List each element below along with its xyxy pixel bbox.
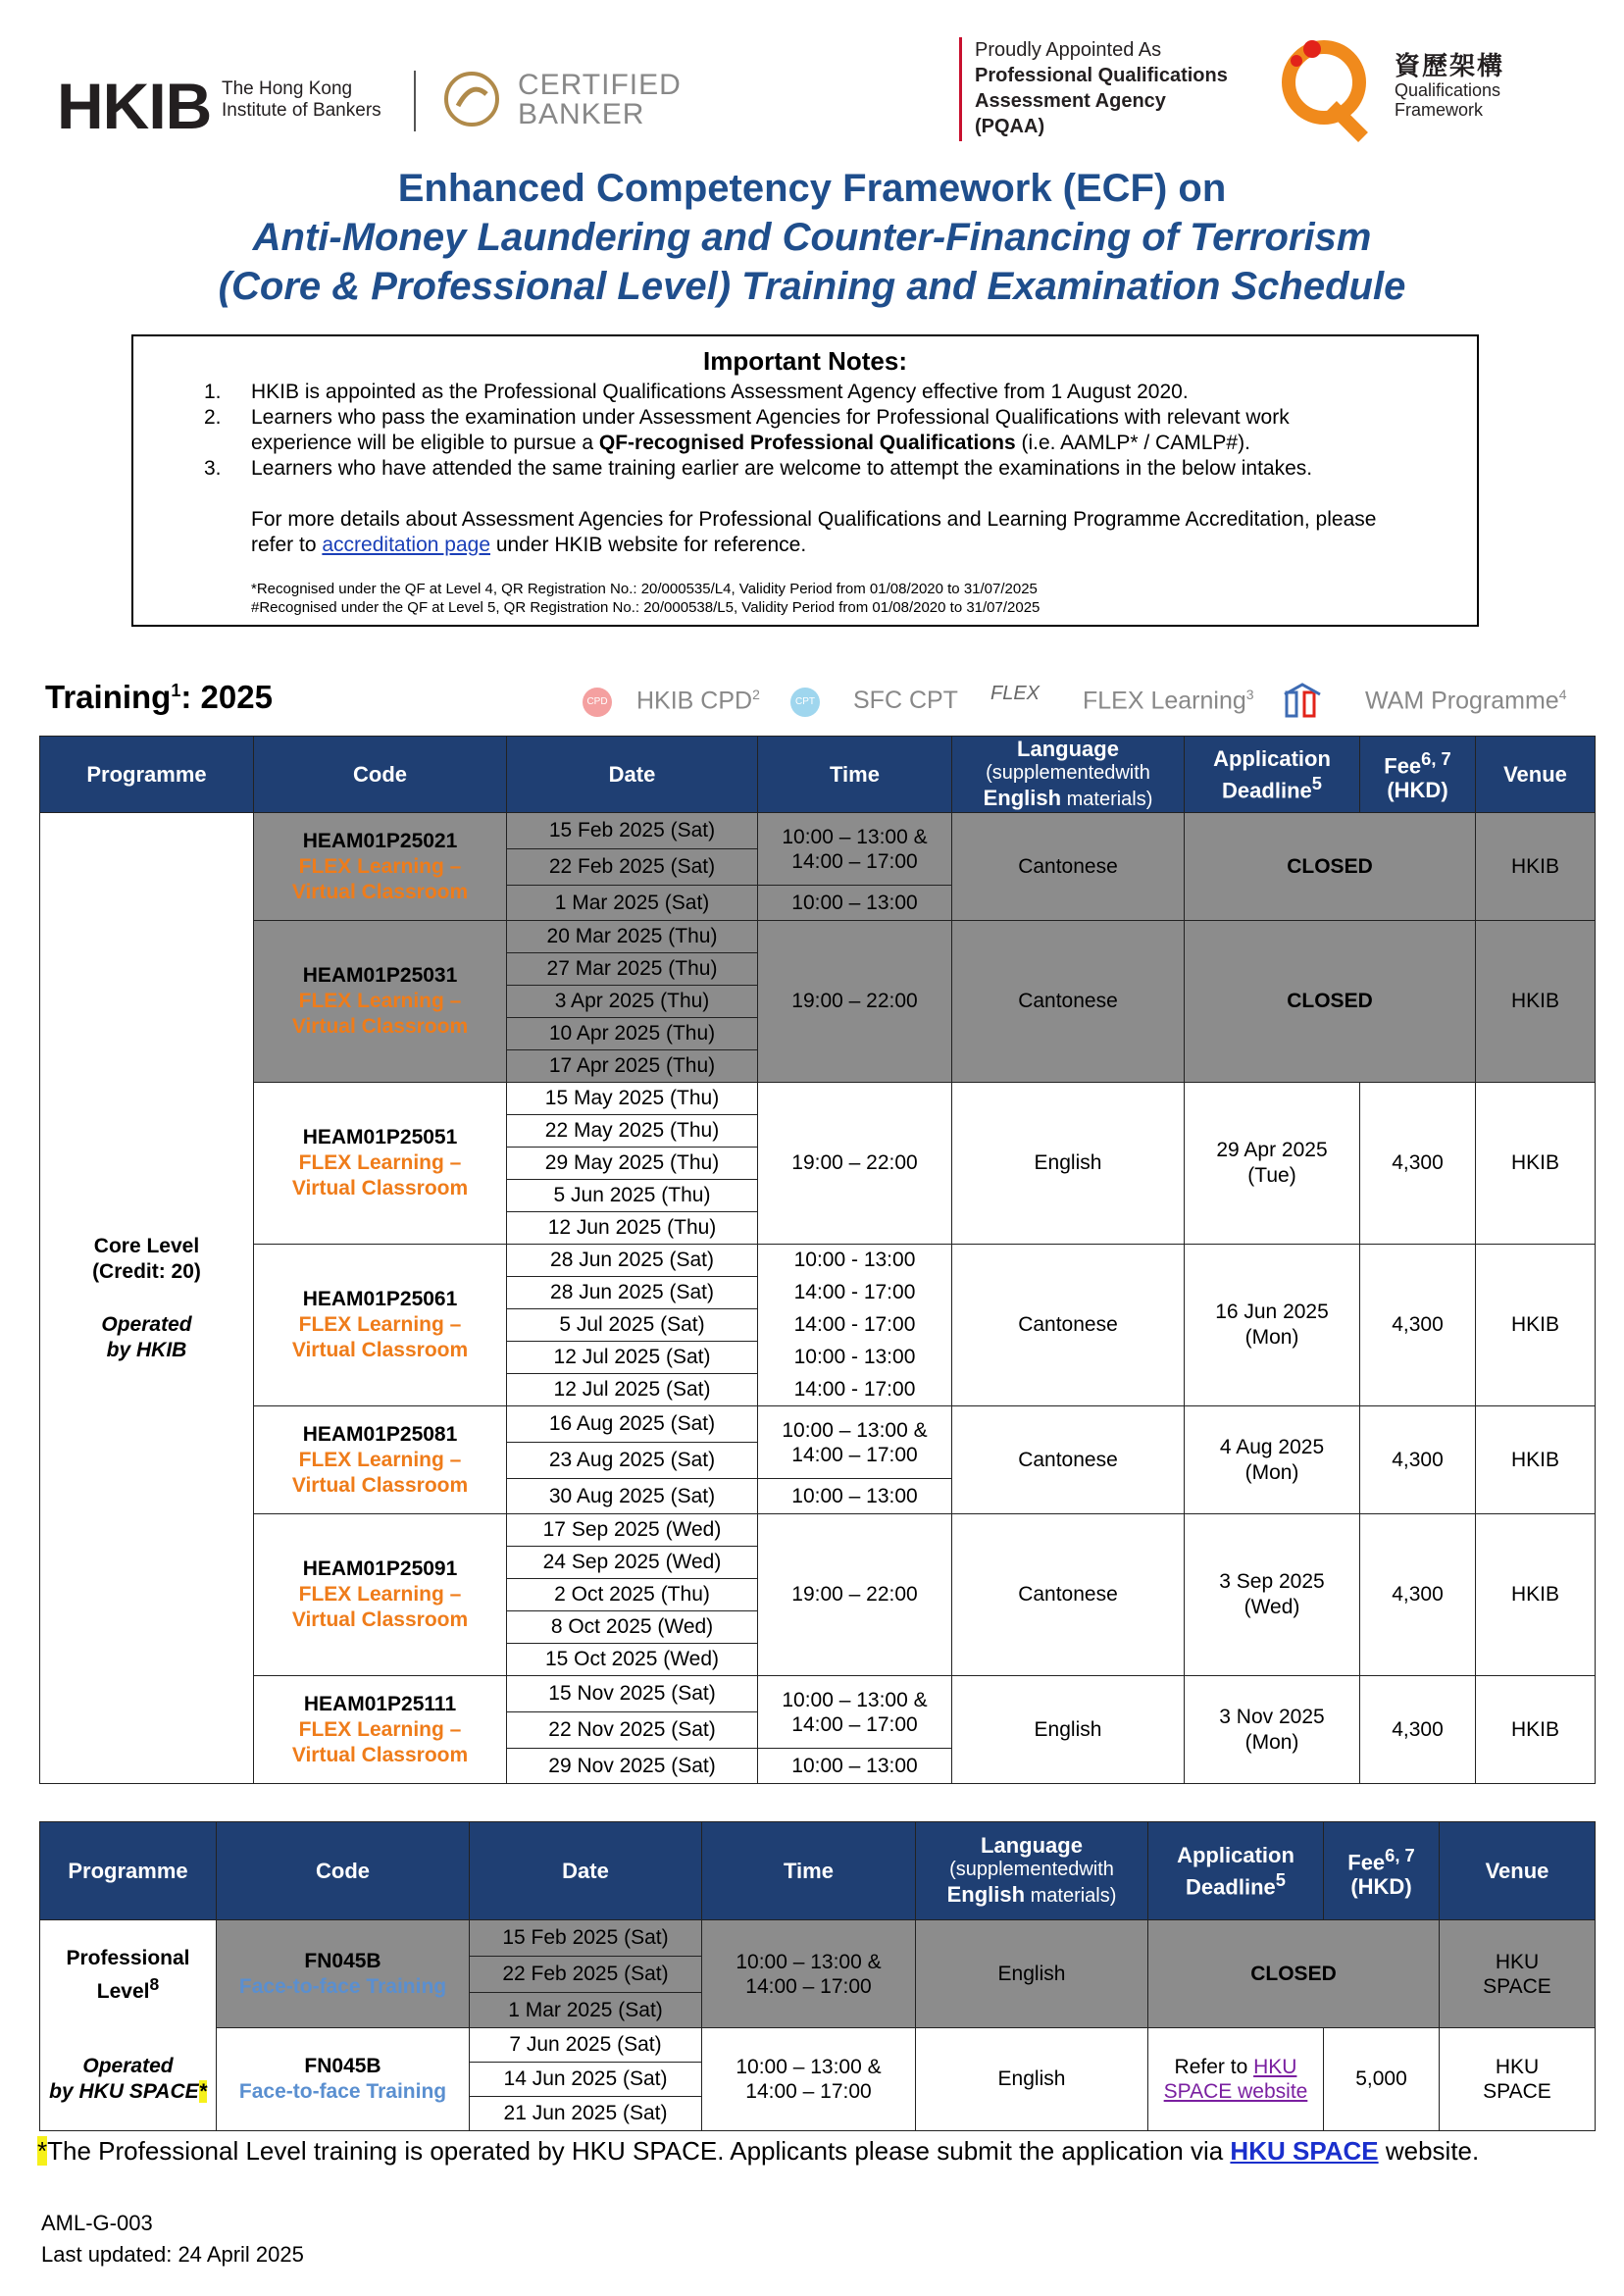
date-cell: 30 Aug 2025 (Sat) — [507, 1479, 758, 1514]
fee-cell: 4,300 — [1360, 1406, 1476, 1514]
note-2: Learners who pass the examination under Assessment Agencies for Professional Qualifications with relevant work — [251, 406, 1290, 429]
col-code: Code — [254, 737, 507, 813]
date-cell: 5 Jul 2025 (Sat) — [507, 1309, 758, 1342]
date-cell: 23 Aug 2025 (Sat) — [507, 1443, 758, 1479]
date-cell: 22 Nov 2025 (Sat) — [507, 1712, 758, 1749]
language-cell: Cantonese — [952, 921, 1185, 1083]
pqaa-divider — [959, 37, 962, 141]
course-code-cell: HEAM01P25081 FLEX Learning – Virtual Classroom — [254, 1406, 507, 1514]
date-cell: 2 Oct 2025 (Thu) — [507, 1579, 758, 1611]
core-level-table — [39, 736, 1596, 1784]
date-cell: 16 Aug 2025 (Sat) — [507, 1406, 758, 1443]
fee-cell: 4,300 — [1360, 1245, 1476, 1406]
time-cell: 14:00 - 17:00 — [758, 1277, 952, 1309]
col-programme: Programme — [40, 1822, 217, 1920]
col-language: Language (supplementedwith English materials) — [952, 737, 1185, 813]
date-cell: 15 Nov 2025 (Sat) — [507, 1676, 758, 1712]
deadline-cell: 3 Sep 2025 (Wed) — [1185, 1514, 1360, 1676]
time-cell: 10:00 - 13:00 — [758, 1342, 952, 1374]
date-cell: 20 Mar 2025 (Thu) — [507, 921, 758, 953]
date-cell: 1 Mar 2025 (Sat) — [507, 886, 758, 921]
note-3: Learners who have attended the same training earlier are welcome to attempt the examinations in the below intakes. — [251, 457, 1313, 480]
col-date: Date — [470, 1822, 702, 1920]
date-cell: 22 Feb 2025 (Sat) — [507, 849, 758, 886]
col-time: Time — [758, 737, 952, 813]
date-cell: 22 Feb 2025 (Sat) — [470, 1957, 702, 1993]
time-cell: 19:00 – 22:00 — [758, 1083, 952, 1245]
course-code-cell: HEAM01P25111 FLEX Learning – Virtual Classroom — [254, 1676, 507, 1784]
language-cell: Cantonese — [952, 1245, 1185, 1406]
professional-level-programme: Professional Level$^8$ Operated by HKU SPACE* — [40, 1920, 217, 2131]
recognition-note-l4: *Recognised under the QF at Level 4, QR Registration No.: 20/000535/L4, Validity Period from 01/08/2020 to 31/07/2025 — [251, 581, 1038, 597]
col-venue: Venue — [1476, 737, 1596, 813]
footnote: *The Professional Level training is operated by HKU SPACE. Applicants please submit the application via HKU SPACE website. — [37, 2136, 1480, 2166]
cpd-icon: CPD — [583, 688, 612, 717]
deadline-cell: 3 Nov 2025 (Mon) — [1185, 1676, 1360, 1784]
deadline-cell: Refer to HKU SPACE website — [1148, 2028, 1324, 2131]
date-cell: 17 Apr 2025 (Thu) — [507, 1050, 758, 1083]
language-cell: English — [952, 1083, 1185, 1245]
col-language: Language (supplementedwith English materials) — [916, 1822, 1148, 1920]
language-cell: English — [916, 1920, 1148, 2028]
table-row — [40, 1514, 1596, 1547]
table-row — [40, 921, 1596, 953]
document-id: AML-G-003 — [41, 2211, 153, 2235]
venue-cell: HKIB — [1476, 1676, 1596, 1784]
time-cell: 10:00 – 13:00 & 14:00 – 17:00 — [702, 1920, 916, 2028]
date-cell: 28 Jun 2025 (Sat) — [507, 1245, 758, 1277]
col-fee: Fee$^{6, 7}$ (HKD) — [1360, 737, 1476, 813]
note-2-cont: experience will be eligible to pursue a QF-recognised Professional Qualifications (i.e. AAMLP* / CAMLP#). — [251, 432, 1250, 454]
hkib-org-name: The Hong Kong Institute of Bankers — [222, 78, 381, 121]
venue-cell: HKIB — [1476, 1406, 1596, 1514]
table-row — [40, 1676, 1596, 1712]
language-cell: English — [916, 2028, 1148, 2131]
time-cell: 10:00 – 13:00 — [758, 1479, 952, 1514]
language-cell: Cantonese — [952, 1406, 1185, 1514]
course-code-cell: HEAM01P25031 FLEX Learning – Virtual Classroom — [254, 921, 507, 1083]
notes-heading: Important Notes: — [703, 346, 907, 376]
venue-cell: HKU SPACE — [1440, 1920, 1596, 2028]
date-cell: 15 Feb 2025 (Sat) — [470, 1920, 702, 1957]
recognition-note-l5: #Recognised under the QF at Level 5, QR Registration No.: 20/000538/L5, Validity Period from 01/08/2020 to 31/07/2025 — [251, 599, 1040, 616]
legend-wam: WAM Programme$^4$ — [1365, 687, 1567, 715]
hku-space-link[interactable]: HKU — [1253, 2056, 1297, 2078]
venue-cell: HKIB — [1476, 1514, 1596, 1676]
col-programme: Programme — [40, 737, 254, 813]
col-time: Time — [702, 1822, 916, 1920]
date-cell: 8 Oct 2025 (Wed) — [507, 1611, 758, 1644]
legend-cpt: SFC CPT — [853, 687, 958, 714]
last-updated: Last updated: 24 April 2025 — [41, 2242, 304, 2267]
time-cell: 10:00 – 13:00 — [758, 886, 952, 921]
note-number: 2. — [204, 406, 222, 429]
date-cell: 14 Jun 2025 (Sat) — [470, 2063, 702, 2097]
table-row — [40, 813, 1596, 849]
venue-cell: HKIB — [1476, 921, 1596, 1083]
course-code-cell: HEAM01P25091 FLEX Learning – Virtual Classroom — [254, 1514, 507, 1676]
table-row — [40, 2028, 1596, 2063]
note-1: HKIB is appointed as the Professional Qualifications Assessment Agency effective from 1 August 2020. — [251, 381, 1189, 403]
certified-banker-icon — [443, 71, 500, 128]
course-code-cell: FN045B Face-to-face Training — [217, 2028, 470, 2131]
cpt-icon: CPT — [790, 688, 820, 717]
qf-logo-text: 資歷架構 Qualifications Framework — [1395, 51, 1505, 120]
more-details: For more details about Assessment Agencies for Professional Qualifications and Learning Programme Accreditation, please — [251, 508, 1377, 531]
certified-banker-logo: CERTIFIED BANKER — [518, 69, 682, 130]
more-details-cont: refer to accreditation page under HKIB website for reference. — [251, 534, 807, 556]
table-row — [40, 1245, 1596, 1277]
date-cell: 22 May 2025 (Thu) — [507, 1115, 758, 1148]
closed-status: CLOSED — [1148, 1920, 1440, 2028]
flex-icon: FLEX — [990, 683, 1040, 704]
date-cell: 12 Jul 2025 (Sat) — [507, 1374, 758, 1406]
deadline-cell: 4 Aug 2025 (Mon) — [1185, 1406, 1360, 1514]
hkib-logo: HKIB — [57, 70, 212, 142]
course-code-cell: HEAM01P25061 FLEX Learning – Virtual Classroom — [254, 1245, 507, 1406]
closed-status: CLOSED — [1185, 813, 1476, 921]
hku-space-website-link[interactable]: SPACE website — [1163, 2080, 1308, 2103]
date-cell: 28 Jun 2025 (Sat) — [507, 1277, 758, 1309]
core-level-programme: Core Level (Credit: 20) Operated by HKIB — [40, 813, 254, 1784]
venue-cell: HKU SPACE — [1440, 2028, 1596, 2131]
date-cell: 24 Sep 2025 (Wed) — [507, 1547, 758, 1579]
col-date: Date — [507, 737, 758, 813]
time-cell: 10:00 – 13:00 & 14:00 – 17:00 — [758, 1406, 952, 1479]
time-cell: 14:00 - 17:00 — [758, 1309, 952, 1342]
date-cell: 15 May 2025 (Thu) — [507, 1083, 758, 1115]
professional-level-table — [39, 1821, 1596, 2131]
date-cell: 3 Apr 2025 (Thu) — [507, 986, 758, 1018]
date-cell: 7 Jun 2025 (Sat) — [470, 2028, 702, 2063]
table-row — [40, 1920, 1596, 1957]
col-deadline: Application Deadline$^5$ — [1185, 737, 1360, 813]
course-code-cell: HEAM01P25021 FLEX Learning – Virtual Classroom — [254, 813, 507, 921]
note-number: 1. — [204, 381, 222, 403]
date-cell: 21 Jun 2025 (Sat) — [470, 2097, 702, 2131]
training-heading: Training$^1$: 2025 — [45, 679, 273, 715]
legend-flex: FLEX Learning$^3$ — [1083, 687, 1254, 715]
date-cell: 5 Jun 2025 (Thu) — [507, 1180, 758, 1212]
deadline-cell: 16 Jun 2025 (Mon) — [1185, 1245, 1360, 1406]
course-code-cell: FN045B Face-to-face Training — [217, 1920, 470, 2028]
accreditation-page-link[interactable]: accreditation page — [322, 534, 490, 556]
date-cell: 27 Mar 2025 (Thu) — [507, 953, 758, 986]
date-cell: 29 Nov 2025 (Sat) — [507, 1749, 758, 1784]
date-cell: 15 Feb 2025 (Sat) — [507, 813, 758, 849]
date-cell: 12 Jun 2025 (Thu) — [507, 1212, 758, 1245]
col-code: Code — [217, 1822, 470, 1920]
qf-logo-icon — [1273, 27, 1381, 143]
col-fee: Fee$^{6, 7}$ (HKD) — [1324, 1822, 1440, 1920]
legend-cpd: HKIB CPD$^2$ — [636, 687, 760, 715]
pqaa-badge: Proudly Appointed As Professional Qualifications Assessment Agency (PQAA) — [975, 39, 1228, 137]
time-cell: 10:00 – 13:00 — [758, 1749, 952, 1784]
language-cell: Cantonese — [952, 813, 1185, 921]
fee-cell: 4,300 — [1360, 1514, 1476, 1676]
wam-icon — [1283, 683, 1322, 718]
time-cell: 19:00 – 22:00 — [758, 921, 952, 1083]
date-cell: 1 Mar 2025 (Sat) — [470, 1993, 702, 2028]
date-cell: 15 Oct 2025 (Wed) — [507, 1644, 758, 1676]
hku-space-footer-link[interactable]: HKU SPACE — [1230, 2136, 1379, 2166]
date-cell: 10 Apr 2025 (Thu) — [507, 1018, 758, 1050]
venue-cell: HKIB — [1476, 813, 1596, 921]
deadline-cell: 29 Apr 2025 (Tue) — [1185, 1083, 1360, 1245]
col-venue: Venue — [1440, 1822, 1596, 1920]
time-cell: 19:00 – 22:00 — [758, 1514, 952, 1676]
language-cell: English — [952, 1676, 1185, 1784]
time-cell: 10:00 – 13:00 & 14:00 – 17:00 — [758, 813, 952, 886]
page-title: Enhanced Competency Framework (ECF) on Anti-Money Laundering and Counter-Financing of Terrorism (Core & Professional Level) Training and Examination Schedule — [218, 167, 1406, 308]
date-cell: 29 May 2025 (Thu) — [507, 1148, 758, 1180]
table-row — [40, 1406, 1596, 1443]
fee-cell: 4,300 — [1360, 1083, 1476, 1245]
important-notes-box — [131, 334, 1479, 627]
logo-divider — [414, 71, 416, 131]
date-cell: 17 Sep 2025 (Wed) — [507, 1514, 758, 1547]
fee-cell: 4,300 — [1360, 1676, 1476, 1784]
date-cell: 12 Jul 2025 (Sat) — [507, 1342, 758, 1374]
venue-cell: HKIB — [1476, 1245, 1596, 1406]
col-deadline: Application Deadline$^5$ — [1148, 1822, 1324, 1920]
venue-cell: HKIB — [1476, 1083, 1596, 1245]
time-cell: 10:00 – 13:00 & 14:00 – 17:00 — [702, 2028, 916, 2131]
table-row — [40, 1083, 1596, 1115]
closed-status: CLOSED — [1185, 921, 1476, 1083]
note-number: 3. — [204, 457, 222, 480]
course-code-cell: HEAM01P25051 FLEX Learning – Virtual Classroom — [254, 1083, 507, 1245]
time-cell: 10:00 – 13:00 & 14:00 – 17:00 — [758, 1676, 952, 1749]
time-cell: 14:00 - 17:00 — [758, 1374, 952, 1406]
fee-cell: 5,000 — [1324, 2028, 1440, 2131]
language-cell: Cantonese — [952, 1514, 1185, 1676]
time-cell: 10:00 - 13:00 — [758, 1245, 952, 1277]
